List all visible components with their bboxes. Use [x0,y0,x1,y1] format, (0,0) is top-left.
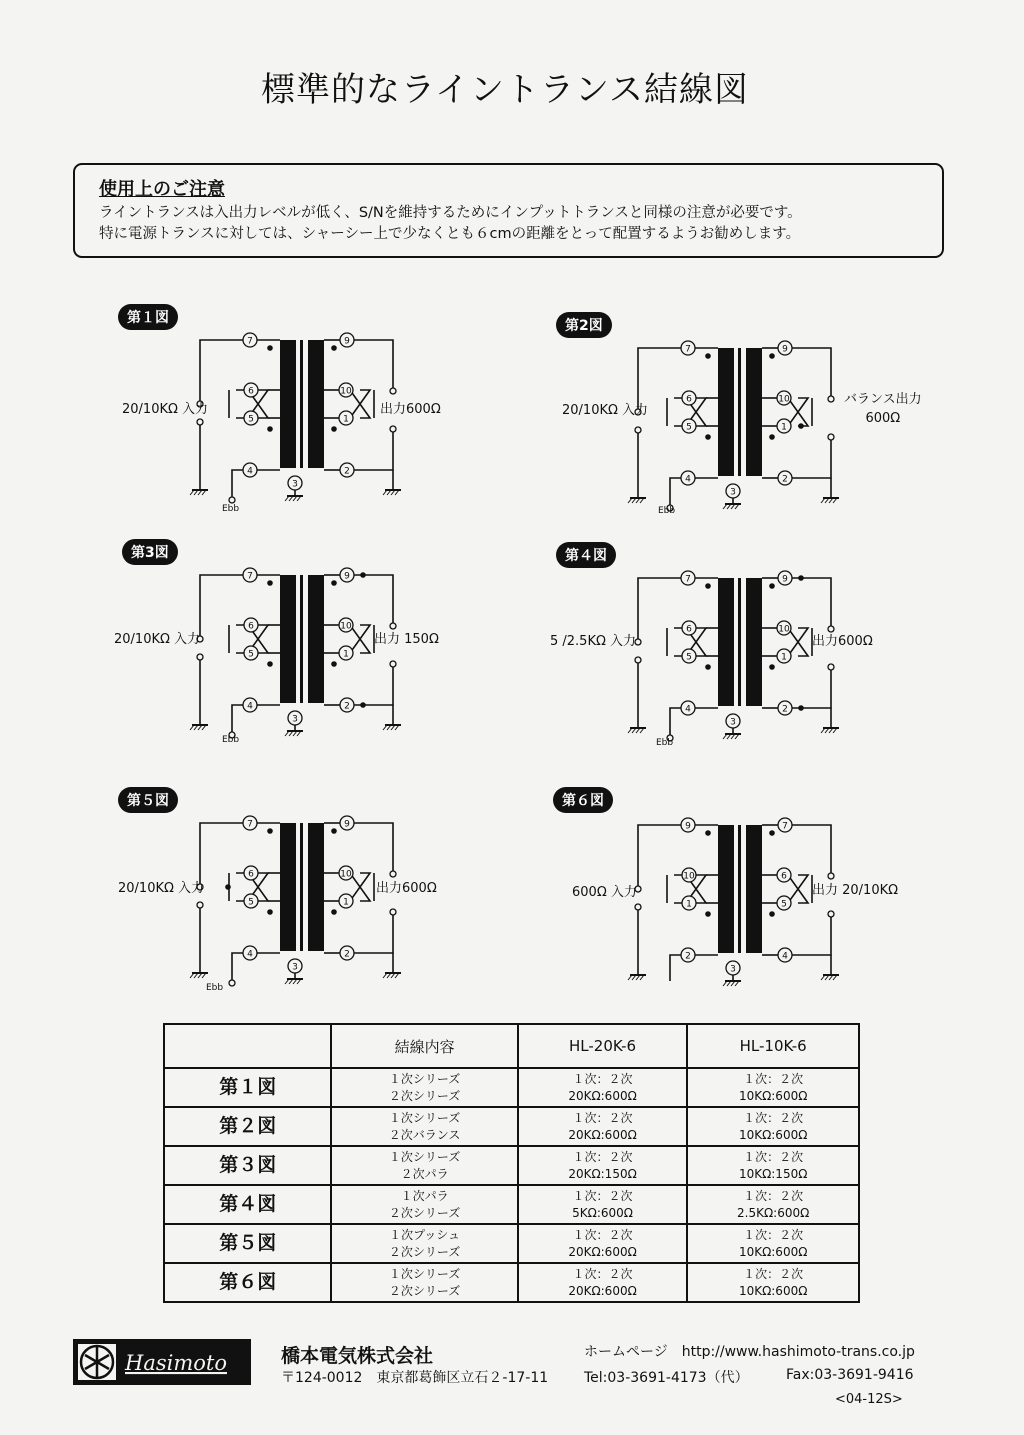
table-row [164,1146,859,1185]
cell-line: １次：２次 [572,1266,633,1281]
terminal-label: 2 [685,951,691,962]
terminal-label: 6 [248,621,254,632]
cell-line: １次パラ [400,1188,449,1203]
open-terminal [635,427,641,433]
open-terminal [197,419,203,425]
cell-line: 10KΩ:150Ω [738,1166,808,1181]
polarity-dot [331,828,337,834]
homepage-link[interactable]: ホームページ http://www.hashimoto-trans.co.jp [584,1344,915,1360]
cell-line: 20KΩ:600Ω [568,1244,637,1259]
usage-notice-box [73,163,944,258]
diagram-4-output-label: 出力600Ω [812,634,873,649]
polarity-dot [331,426,337,432]
wire [354,575,393,623]
terminal-label: 5 [248,414,254,425]
terminal-label: 7 [685,574,691,585]
terminal-label: 3 [292,479,298,490]
telephone: Tel:03-3691-4173（代） [584,1370,749,1386]
cell-line: １次プッシュ [389,1227,461,1242]
table-cell-hl10k [687,1185,859,1224]
table-cell-figure: 第４図 [164,1185,331,1224]
core-secondary [308,340,324,468]
polarity-dot [769,434,775,440]
diagram-2-input-label: 20/10KΩ 入力 [562,403,649,418]
polarity-dot [267,345,273,351]
terminal-label: 7 [247,571,253,582]
polarity-dot [705,353,711,359]
open-terminal [828,911,834,917]
open-terminal [635,904,641,910]
terminal-label: 10 [340,386,352,397]
diagram-2-output-label-1: バランス出力 [844,392,922,407]
diagram-6 [556,785,936,1015]
terminal-label: 5 [686,422,692,433]
terminal-label: 10 [340,869,352,880]
terminal-label: 6 [248,869,254,880]
terminal-label: 10 [683,871,695,882]
diagram-5 [118,783,498,1013]
wire [232,705,236,731]
polarity-dot [798,423,804,429]
diagram-3-schematic [118,535,498,765]
diagram-3-badge: 第3図 [122,539,178,565]
wire [354,915,393,953]
table-cell-wiring [331,1185,517,1224]
terminal-label: 4 [685,704,691,715]
polarity-dot [769,911,775,917]
logo-emblem [75,1341,249,1383]
table-row [164,1185,859,1224]
terminal-label: 5 [686,652,692,663]
wire [232,470,236,496]
terminal-label: 5 [248,897,254,908]
table-cell-hl20k [518,1185,688,1224]
wire [638,825,681,886]
table-cell-figure: 第６図 [164,1263,331,1302]
terminal-label: 1 [686,899,692,910]
polarity-dot [267,661,273,667]
cell-line: １次：２次 [572,1110,633,1125]
notice-line-2: 特に電源トランスに対しては、シャーシー上で少なくとも６cmの距離をとって配置するようお勧めします。 [99,226,801,242]
wire [200,575,243,636]
company-address: 〒124-0012 東京都葛飾区立石２-17-11 [281,1370,549,1386]
terminal-label: 3 [730,964,736,975]
terminal-label: 4 [782,951,788,962]
table-cell-hl10k [687,1107,859,1146]
table-cell-hl20k [518,1107,688,1146]
terminal-label: 5 [248,649,254,660]
cell-line: ２次シリーズ [388,1283,461,1298]
table-cell-wiring [331,1107,517,1146]
diagram-3-output-label: 出力 150Ω [374,632,439,647]
terminal-label: 9 [344,336,350,347]
polarity-dot [769,830,775,836]
diagram-2-output-label-2: 600Ω [865,411,901,426]
core-secondary [746,825,762,953]
terminal-label: 7 [247,336,253,347]
terminal-label: 9 [782,344,788,355]
wire [792,825,831,873]
cell-line: １次シリーズ [388,1110,461,1125]
polarity-dot [331,345,337,351]
polarity-dot [705,911,711,917]
open-terminal [197,902,203,908]
table-header [164,1024,331,1068]
table-cell-hl20k [518,1224,688,1263]
spec-table [163,1023,860,1303]
document-code: <04-12S> [835,1392,903,1407]
terminal-label: 7 [685,344,691,355]
table-cell-hl20k [518,1068,688,1107]
terminal-label: 9 [344,819,350,830]
terminal-label: 10 [340,621,352,632]
table-cell-figure: 第３図 [164,1146,331,1185]
core-primary [280,575,296,703]
core-secondary [746,578,762,706]
core-gap [300,575,303,703]
cell-line: １次シリーズ [388,1266,461,1281]
table-cell-wiring [331,1146,517,1185]
terminal-label: 1 [343,897,349,908]
terminal-label: 6 [686,394,692,405]
open-terminal [229,497,235,503]
table-header-row [164,1024,859,1068]
terminal-label: 3 [292,962,298,973]
terminal-label: 9 [782,574,788,585]
polarity-dot [267,909,273,915]
terminal-label: 10 [778,624,790,635]
table-header: HL-20K-6 [518,1024,688,1068]
table-cell-figure: 第１図 [164,1068,331,1107]
open-terminal [635,657,641,663]
cell-line: ２次パラ [400,1166,449,1181]
cell-line: １次：２次 [743,1266,804,1281]
core-primary [718,825,734,953]
polarity-dot [331,580,337,586]
wire [792,348,831,396]
cell-line: ２次シリーズ [388,1244,461,1259]
diagram-5-output-label: 出力600Ω [376,881,437,896]
cell-line: １次：２次 [572,1149,633,1164]
table-cell-wiring [331,1068,517,1107]
terminal-label: 2 [344,701,350,712]
terminal-label: 1 [343,649,349,660]
terminal-label: 2 [782,474,788,485]
diagram-3 [114,535,498,765]
cell-line: １次：２次 [572,1071,633,1086]
wire [792,578,831,626]
diagram-6-badge: 第６図 [553,787,613,813]
diagram-5-badge: 第５図 [118,787,178,813]
polarity-dot [705,830,711,836]
polarity-dot [225,884,231,890]
polarity-dot [769,664,775,670]
notice-heading: 使用上のご注意 [99,179,225,200]
diagram-3-input-label: 20/10KΩ 入力 [114,632,201,647]
cell-line: 20KΩ:600Ω [568,1127,637,1142]
table-cell-wiring [331,1224,517,1263]
table-cell-figure: 第５図 [164,1224,331,1263]
cell-line: ２次シリーズ [388,1205,461,1220]
diagram-2 [556,308,936,538]
terminal-label: 6 [248,386,254,397]
wire [200,823,243,884]
logo-wordmark: Hasimoto [125,1351,227,1375]
terminal-label: 10 [778,394,790,405]
table-cell-hl10k [687,1224,859,1263]
diagram-4-input-label: 5 /2.5KΩ 入力 [550,634,637,649]
cell-line: 10KΩ:600Ω [738,1127,808,1142]
cell-line: １次：２次 [743,1110,804,1125]
polarity-dot [769,353,775,359]
terminal-label: 7 [247,819,253,830]
polarity-dot [331,909,337,915]
core-primary [718,348,734,476]
diagram-1-output-label: 出力600Ω [380,402,441,417]
diagram-1-ebb-label: Ebb [222,504,240,514]
table-cell-wiring [331,1263,517,1302]
wire [354,667,393,705]
terminal-label: 1 [781,652,787,663]
cell-line: １次シリーズ [388,1149,461,1164]
diagram-4-ebb-label: Ebb [656,738,674,748]
core-primary [280,823,296,951]
terminal-label: 2 [782,704,788,715]
wire [232,953,236,979]
terminal-label: 2 [344,466,350,477]
terminal-label: 5 [781,899,787,910]
polarity-dot [360,702,366,708]
wire [670,955,674,981]
polarity-dot [798,575,804,581]
terminal-label: 6 [686,624,692,635]
polarity-dot [705,664,711,670]
polarity-dot [267,426,273,432]
cell-line: 2.5KΩ:600Ω [737,1205,810,1220]
terminal-label: 1 [343,414,349,425]
polarity-dot [360,572,366,578]
polarity-dot [769,583,775,589]
cell-line: 20KΩ:150Ω [568,1166,637,1181]
cell-line: １次：２次 [743,1227,804,1242]
cell-line: 5KΩ:600Ω [572,1205,633,1220]
table-row [164,1263,859,1302]
open-terminal [828,664,834,670]
diagram-2-badge: 第2図 [556,312,612,338]
diagram-2-output-label [844,390,922,428]
cell-line: 20KΩ:600Ω [568,1283,637,1298]
cell-line: １次：２次 [743,1071,804,1086]
terminal-label: 3 [730,487,736,498]
diagram-5-ebb-label: Ebb [206,983,224,993]
wire [354,823,393,871]
diagram-1-input-label: 20/10KΩ 入力 [122,402,209,417]
polarity-dot [267,828,273,834]
diagram-6-output-label: 出力 20/10KΩ [812,883,899,898]
table-cell-hl10k [687,1146,859,1185]
cell-line: 10KΩ:600Ω [738,1088,808,1103]
terminal-label: 3 [292,714,298,725]
diagram-1-badge: 第１図 [118,304,178,330]
cell-line: １次：２次 [743,1188,804,1203]
diagram-4 [550,538,936,768]
table-cell-hl20k [518,1263,688,1302]
table-cell-hl10k [687,1068,859,1107]
open-terminal [828,434,834,440]
table-row [164,1068,859,1107]
core-gap [738,825,741,953]
page-title: 標準的なライントランス結線図 [261,70,749,110]
cell-line: 20KΩ:600Ω [568,1088,637,1103]
open-terminal [390,909,396,915]
terminal-label: 4 [247,466,253,477]
open-terminal [828,396,834,402]
table-header: HL-10K-6 [687,1024,859,1068]
core-primary [280,340,296,468]
diagram-6-schematic [556,785,936,1015]
table-cell-hl20k [518,1146,688,1185]
terminal-label: 7 [782,821,788,832]
table-cell-figure: 第２図 [164,1107,331,1146]
diagram-4-badge: 第４図 [556,542,616,568]
wire [792,917,831,955]
wire [200,340,243,401]
core-gap [738,348,741,476]
diagram-6-input-label: 600Ω 入力 [572,885,637,900]
table-row [164,1107,859,1146]
wire [670,708,674,734]
diagram-5-schematic [118,783,498,1013]
terminal-label: 1 [781,422,787,433]
terminal-label: 6 [781,871,787,882]
cell-line: １次：２次 [572,1227,633,1242]
diagram-5-input-label: 20/10KΩ 入力 [118,881,205,896]
polarity-dot [331,661,337,667]
wire [670,478,674,504]
wire [638,578,681,639]
open-terminal [390,661,396,667]
cell-line: １次：２次 [572,1188,633,1203]
table-cell-hl10k [687,1263,859,1302]
open-terminal [390,426,396,432]
terminal-label: 4 [247,701,253,712]
cell-line: １次：２次 [743,1149,804,1164]
open-terminal [390,388,396,394]
terminal-label: 9 [344,571,350,582]
polarity-dot [798,705,804,711]
diagram-2-ebb-label: Ebb [658,506,676,516]
cell-line: 10KΩ:600Ω [738,1283,808,1298]
cell-line: 10KΩ:600Ω [738,1244,808,1259]
core-gap [738,578,741,706]
fax: Fax:03-3691-9416 [786,1367,914,1383]
terminal-label: 9 [685,821,691,832]
cell-line: １次シリーズ [388,1071,461,1086]
company-name: 橋本電気株式会社 [281,1345,434,1367]
polarity-dot [705,583,711,589]
cell-line: ２次シリーズ [388,1088,461,1103]
core-secondary [308,575,324,703]
core-secondary [746,348,762,476]
terminal-label: 2 [344,949,350,960]
core-gap [300,823,303,951]
wire [792,670,831,708]
terminal-label: 3 [730,717,736,728]
table-row [164,1224,859,1263]
company-logo [73,1339,251,1385]
diagram-3-ebb-label: Ebb [222,735,240,745]
core-gap [300,340,303,468]
terminal-label: 4 [247,949,253,960]
terminal-label: 4 [685,474,691,485]
polarity-dot [705,434,711,440]
wire [354,340,393,388]
wire [792,440,831,478]
cell-line: ２次バランス [388,1127,461,1142]
table-header: 結線内容 [331,1024,517,1068]
wire [354,432,393,470]
notice-line-1: ライントランスは入出力レベルが低く、S/Nを維持するためにインプットトランスと同様の注意が必要です。 [99,205,802,221]
diagram-1 [118,300,498,530]
diagram-4-schematic [556,538,936,768]
open-terminal [229,980,235,986]
core-primary [718,578,734,706]
polarity-dot [267,580,273,586]
open-terminal [197,654,203,660]
core-secondary [308,823,324,951]
